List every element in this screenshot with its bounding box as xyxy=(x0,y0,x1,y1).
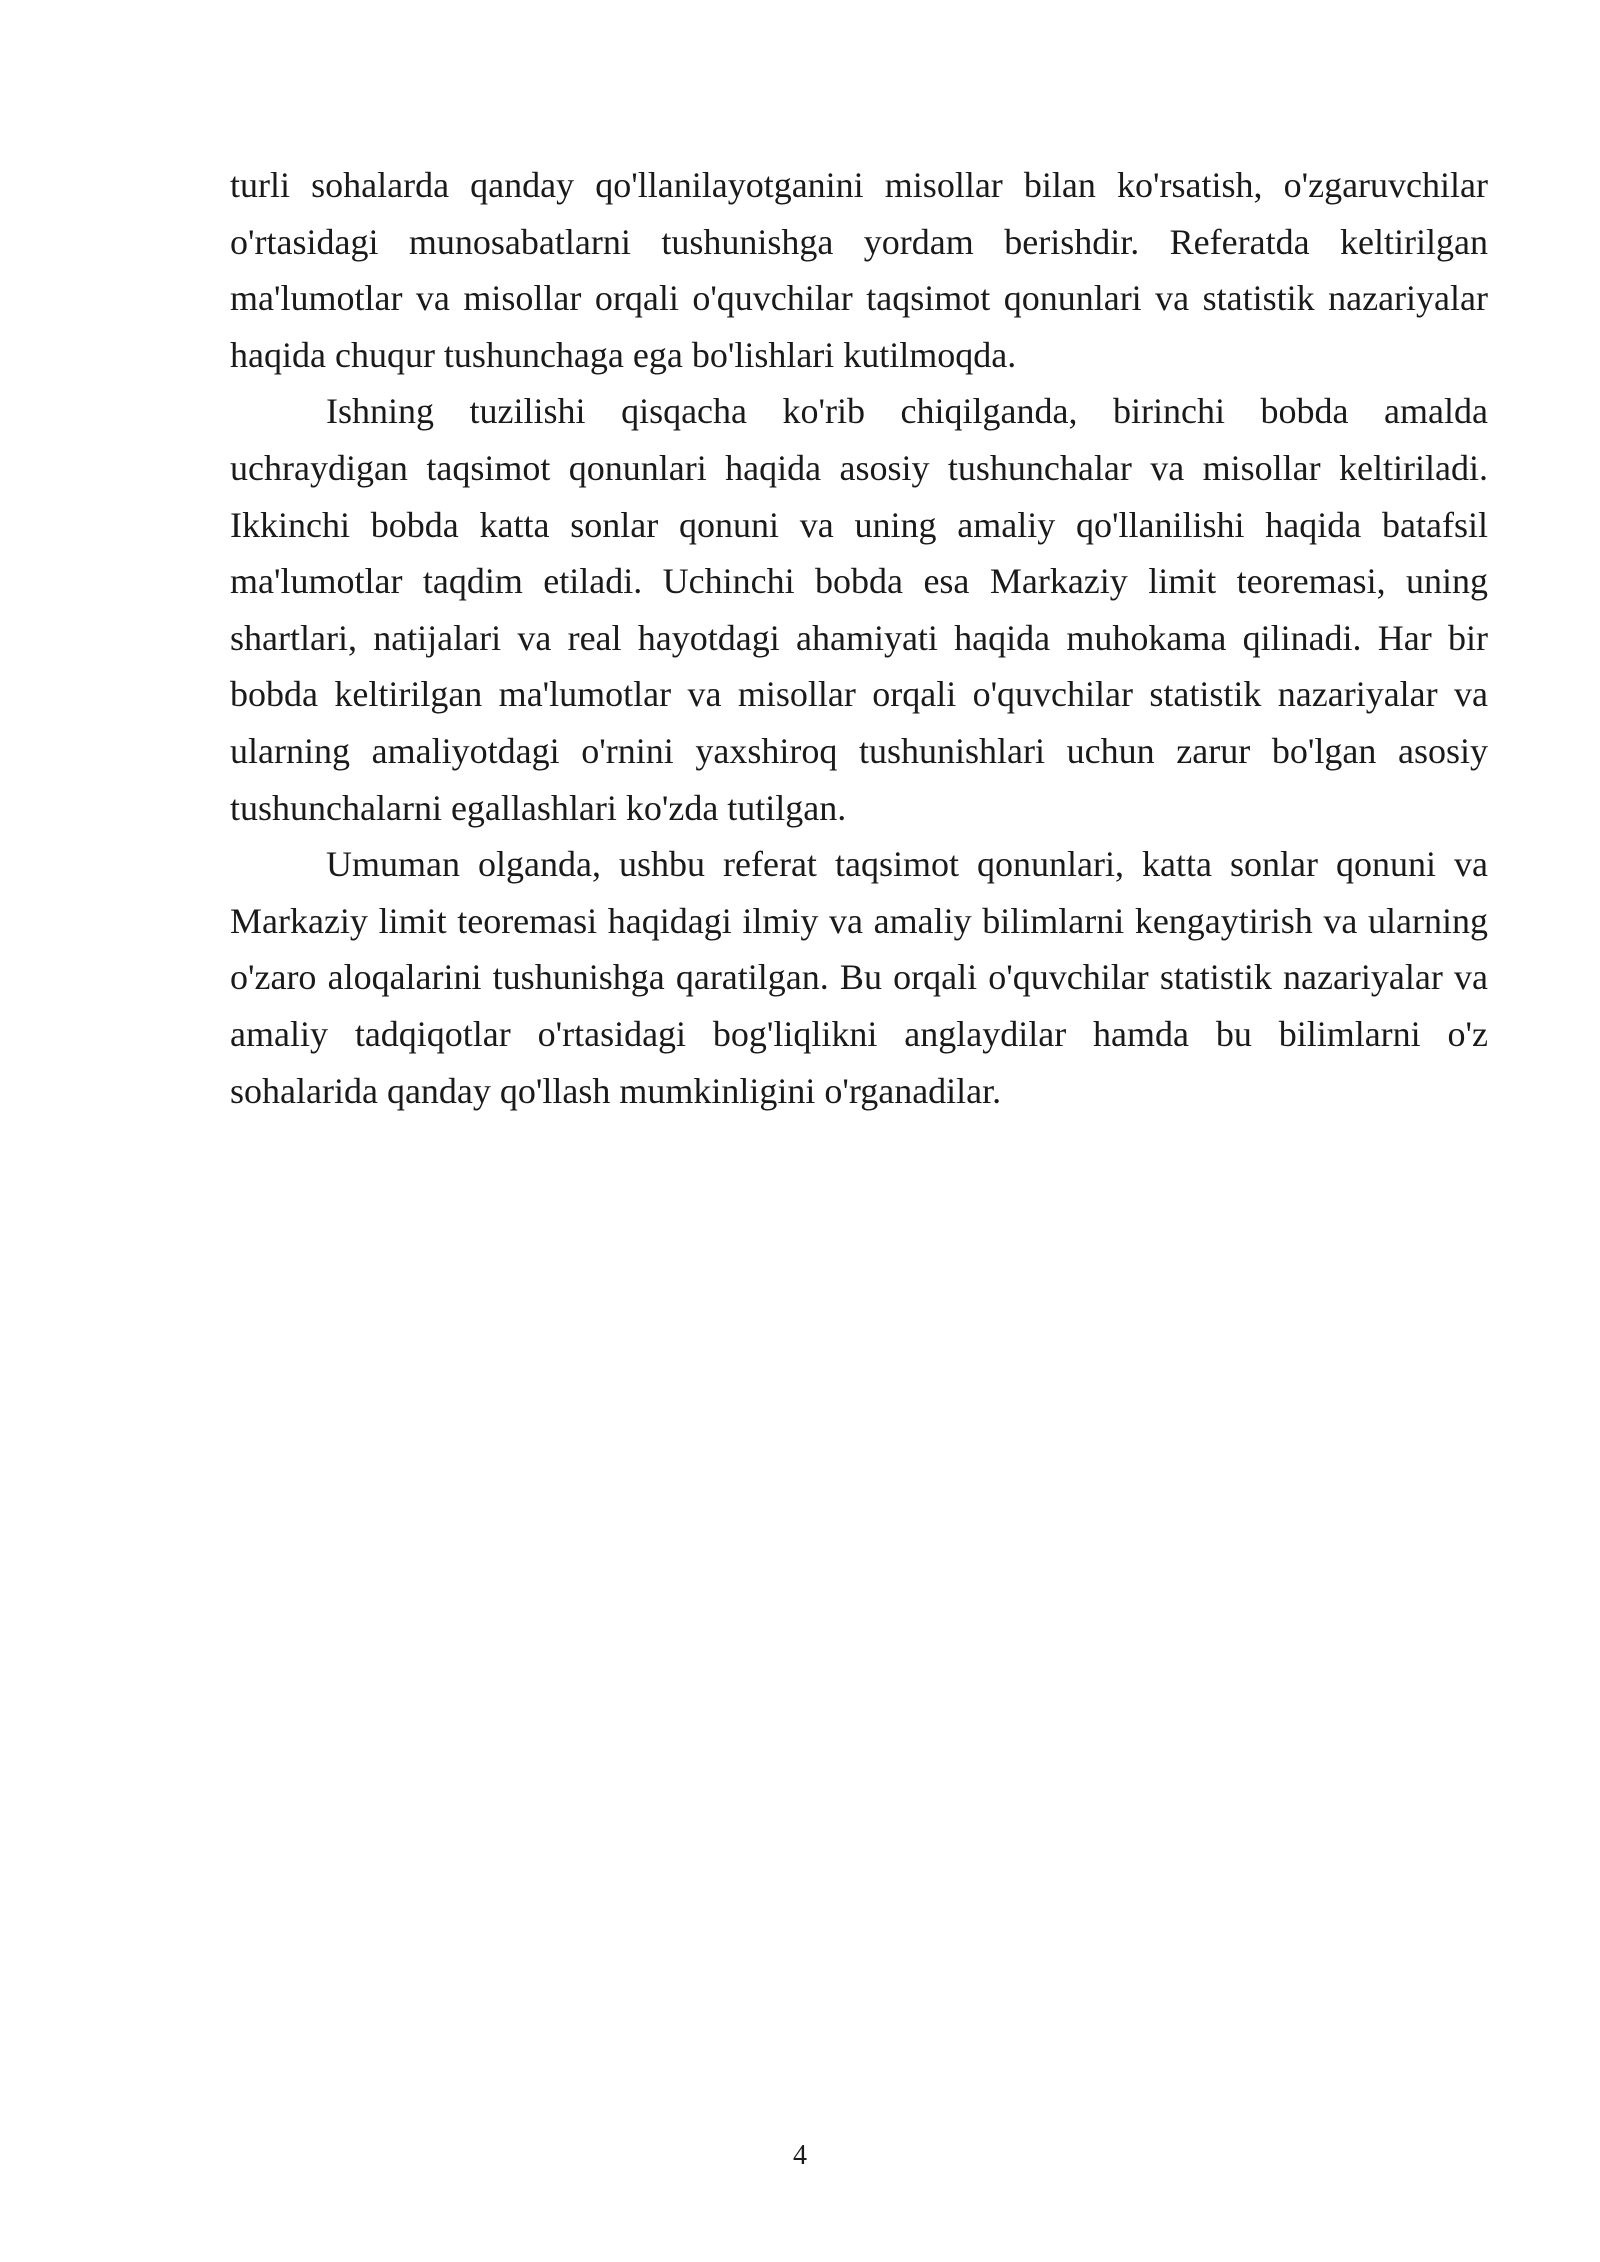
page-number: 4 xyxy=(793,2140,807,2171)
body-text xyxy=(230,157,1488,1119)
paragraph-structure: Ishning tuzilishi qisqacha ko'rib chiqilganda, birinchi bobda amalda uchraydigan taqsimot qonunlari haqida asosiy tushunchalar va misollar keltiriladi. Ikkinchi bobda katta sonlar qonuni va uning amaliy qo'llanilishi haqida batafsil ma'lumotlar taqdim etiladi. Uchinchi bobda esa Markaziy limit teoremasi, uning shartlari, natijalari va real hayotdagi ahamiyati haqida muhokama qilinadi. Har bir bobda keltirilgan ma'lumotlar va misollar orqali o'quvchilar statistik nazariyalar va ularning amaliyotdagi o'rnini yaxshiroq tushunishlari uchun zarur bo'lgan asosiy tushunchalarni egallashlari ko'zda tutilgan. xyxy=(230,391,1488,828)
paragraph-conclusion: Umuman olganda, ushbu referat taqsimot qonunlari, katta sonlar qonuni va Markaziy limit teoremasi haqidagi ilmiy va amaliy bilimlarni kengaytirish va ularning o'zaro aloqalarini tushunishga qaratilgan. Bu orqali o'quvchilar statistik nazariyalar va amaliy tadqiqotlar o'rtasidagi bog'liqlikni anglaydilar hamda bu bilimlarni o'z sohalarida qanday qo'llash mumkinligini o'rganadilar. xyxy=(230,844,1488,1111)
paragraph-continuation: turli sohalarda qanday qo'llanilayotganini misollar bilan ko'rsatish, o'zgaruvchilar o'rtasidagi munosabatlarni tushunishga yordam berishdir. Referatda keltirilgan ma'lumotlar va misollar orqali o'quvchilar taqsimot qonunlari va statistik nazariyalar haqida chuqur tushunchaga ega bo'lishlari kutilmoqda. xyxy=(230,165,1488,375)
